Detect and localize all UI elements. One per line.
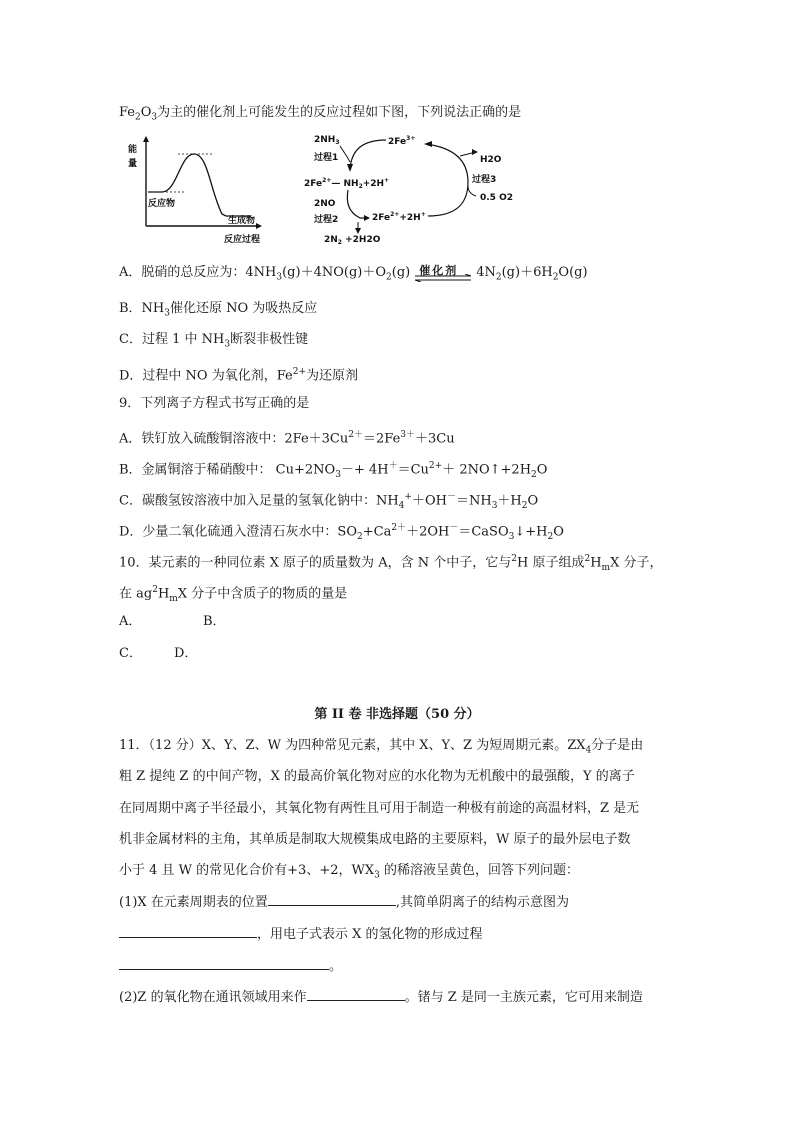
q11-line-3: 在同周期中离子半径最小，其氧化物有两性且可用于制造一种极有前途的高温材料，Z 是无 — [119, 801, 640, 816]
svg-text:2Fe3+: $2Fe^{3+}$ — [388, 135, 416, 147]
answer-blank-position[interactable] — [268, 893, 396, 906]
svg-text:2Fe2++2H+: $2Fe^{2+}+2H^+$ — [372, 211, 426, 223]
q11-line-7: ，用电子式表示 X 的氢化物的形成过程 — [119, 925, 483, 944]
q9-option-a: A．铁钉放入硫酸铜溶液中：$2Fe+3Cu^{2+}=2Fe^{3+}+3Cu$ — [119, 430, 455, 447]
q8-intro: $Fe_2O_3$为主的催化剂上可能发生的反应过程如下图，下列说法正确的是 — [119, 105, 522, 123]
q11-line-2: 粗 Z 提纯 Z 的中间产物，X 的最高价氧化物对应的水化物为无机酸中的最强酸，Y 的离子 — [119, 769, 635, 784]
q11-line-6: (1)X 在元素周期表的位置 ,其简单阴离子的结构示意图为 — [119, 895, 569, 910]
cycle-nh3: 2NH — [314, 135, 336, 145]
catalyst-arrow: 催化剂 — [413, 264, 473, 282]
cycle-o2: 0.5 O2 — [480, 193, 513, 203]
energy-ylabel-2: 量 — [128, 159, 138, 169]
cycle-no: 2NO — [314, 199, 336, 209]
q10-option-c: C． — [119, 646, 142, 661]
part2-heading: 第 II 卷 非选择题（50 分） — [314, 707, 480, 722]
q10-option-a: A． — [119, 614, 142, 629]
answer-blank-ion-structure[interactable] — [119, 925, 257, 938]
q10-line-1: 10．某元素的一种同位素 X 原子的质量数为 A，含 N 个中子，它与$^2$H 原子组成$^2H_mX$ 分子， — [119, 554, 663, 573]
q9-option-d: D．少量二氧化硫通入澄清石灰水中：$SO_2+Ca^{2+}+2OH^-=CaSO_3↓+H_2O$ — [119, 523, 564, 542]
q10-option-b: B． — [203, 614, 226, 629]
q11-line-4: 机非金属材料的主角，其单质是制取大规模集成电路的主要原料，W 原子的最外层电子数 — [119, 832, 631, 847]
svg-text:2N2 +2H2O: $2N_2 +2H2O$ — [324, 235, 381, 246]
cycle-process3: 过程3 — [472, 175, 497, 185]
q8-option-d: D．过程中 NO 为氧化剂，$Fe^{2+}$为还原剂 — [119, 367, 359, 384]
cycle-diagram — [300, 130, 540, 250]
svg-text:2Fe2+— NH2+2H+: $2Fe^{2+}—$ $NH_2+2H^+$ — [304, 177, 390, 190]
svg-text:2NH3: $2NH_3$ — [314, 135, 340, 146]
cycle-process2: 过程2 — [314, 215, 339, 225]
q9-option-c: C．碳酸氢铵溶液中加入足量的氢氧化钠中：$NH_4^++OH^-=NH_3+H_2O$ — [119, 492, 539, 511]
energy-xlabel: 反应过程 — [224, 235, 261, 245]
cycle-fe2h: 2Fe — [372, 213, 391, 223]
q9-stem: 9．下列离子方程式书写正确的是 — [119, 396, 310, 411]
q11-line-8: 。 — [119, 957, 342, 976]
cycle-fe-nh2: 2Fe — [304, 179, 323, 189]
cycle-n2: 2N — [324, 235, 338, 245]
cycle-process1: 过程1 — [314, 153, 339, 163]
q11-line-9: (2)Z 的氧化物在通讯领域用来作 。锗与 Z 是同一主族元素，它可用来制造 — [119, 990, 643, 1005]
energy-ylabel-1: 能 — [128, 145, 138, 155]
cycle-h2o: H2O — [480, 155, 502, 165]
energy-product: 生成物 — [228, 216, 256, 226]
cycle-fe3: 2Fe — [388, 137, 407, 147]
q8-option-a: A．脱硝的总反应为：$4NH_3(g)+4NO(g)+O_2(g)$ 催化剂 $4N_2(g)+6H_2O(g)$ — [119, 264, 588, 283]
q10-line-2: 在 $ag^2H_mX$ 分子中含质子的物质的量是 — [119, 585, 348, 604]
energy-diagram — [122, 134, 282, 252]
answer-blank-formation[interactable] — [119, 957, 329, 970]
q10-option-d: D． — [174, 646, 198, 661]
q9-option-b: B．金属铜溶于稀硝酸中： $Cu+2NO_3-+ 4H^+=Cu^{2+}+$ $2NO↑+2H_2O$ — [119, 461, 548, 480]
energy-reactant: 反应物 — [148, 199, 176, 209]
q11-line-1: 11．（12 分）X、Y、Z、W 为四种常见元素，其中 X、Y、Z 为短周期元素。$ZX_4$分子是由 — [119, 738, 644, 756]
q8-option-c: C．过程 1 中 $NH_3$断裂非极性键 — [119, 332, 309, 350]
q11-line-5: 小于 4 且 W 的常见化合价有+3、+2，$WX_3$ 的稀溶液呈黄色，回答下列问题： — [119, 863, 579, 881]
q8-option-b: B．$NH_3$催化还原 NO 为吸热反应 — [119, 301, 318, 319]
answer-blank-oxide-use[interactable] — [307, 988, 405, 1001]
